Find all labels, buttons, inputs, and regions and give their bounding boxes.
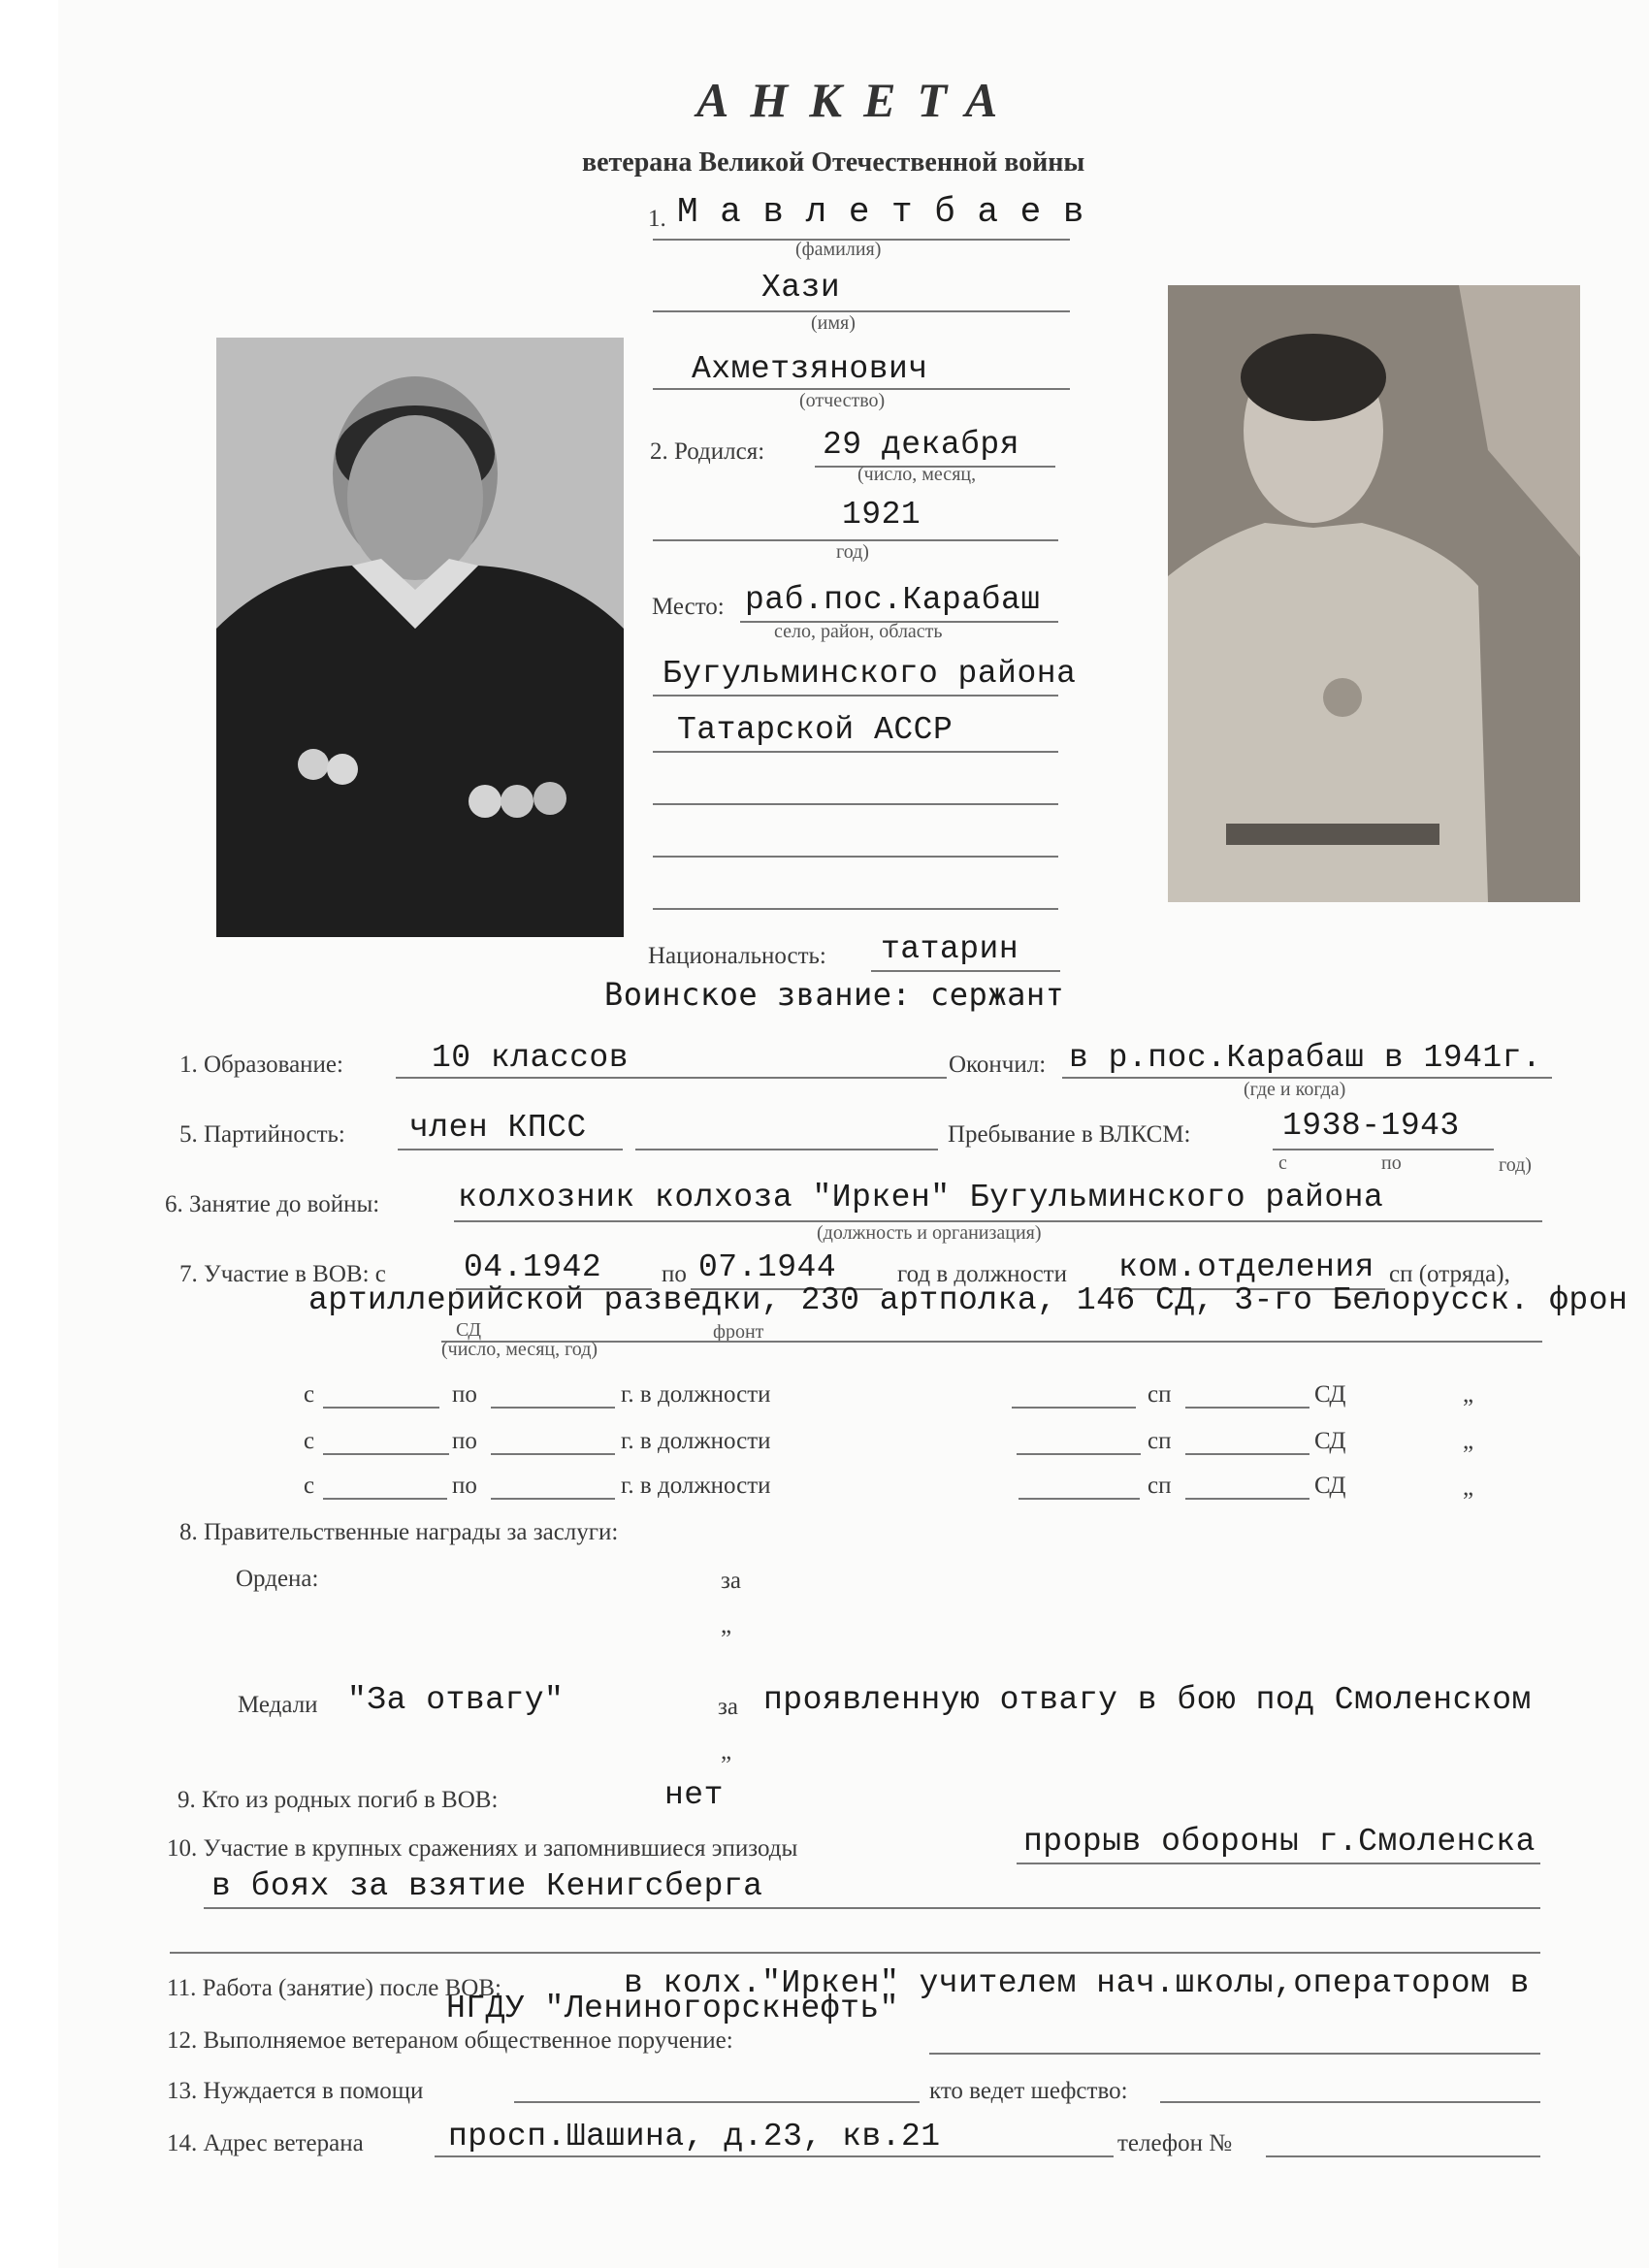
prewar-caption: (должность и организация) — [817, 1222, 1042, 1244]
finished-label: Окончил: — [949, 1052, 1047, 1078]
row-from-label: с — [304, 1473, 315, 1499]
orders-ditto: „ — [721, 1612, 732, 1638]
place-line3-value: Татарской АССР — [677, 712, 954, 748]
row-sp-label: сп — [1148, 1428, 1172, 1454]
row-position-label: г. в должности — [621, 1473, 771, 1499]
veteran-photo-elderly — [216, 338, 624, 937]
help-label: 13. Нуждается в помощи — [167, 2078, 424, 2104]
row-to-label: по — [452, 1381, 477, 1408]
military-rank: Воинское звание: сержант — [604, 976, 1065, 1013]
row-from-line — [323, 1498, 447, 1500]
row-from-line — [323, 1453, 449, 1455]
row-pos-line — [1017, 1453, 1141, 1455]
row-pos-line — [1018, 1498, 1140, 1500]
medal-reason: проявленную отвагу в бою под Смоленском — [763, 1682, 1532, 1718]
row-from-line — [323, 1407, 439, 1409]
row-position-label: г. в должности — [621, 1428, 771, 1454]
row-pos-line — [1012, 1407, 1136, 1409]
komsomol-caption-from: с — [1278, 1152, 1287, 1174]
row-sp-label: сп — [1148, 1473, 1172, 1499]
service-sd-caption: СД — [456, 1319, 481, 1341]
row-to-line — [491, 1498, 615, 1500]
address-label: 14. Адрес ветерана — [167, 2130, 364, 2156]
place-label: Место: — [652, 594, 725, 620]
medals-za: за — [718, 1694, 738, 1720]
battles-line-3 — [170, 1952, 1540, 1954]
education-value: 10 классов — [432, 1040, 630, 1076]
duty-line — [929, 2053, 1540, 2055]
born-date-caption: (число, месяц, — [857, 464, 977, 485]
blank-line-a — [653, 803, 1058, 805]
patronymic-value: Ахметзянович — [692, 351, 928, 387]
help-line — [514, 2101, 920, 2103]
row-sd-label: СД — [1314, 1381, 1346, 1408]
patronymic-caption: (отчество) — [799, 390, 886, 411]
prewar-label: 6. Занятие до войны: — [165, 1191, 380, 1217]
row-to-line — [491, 1407, 615, 1409]
relatives-label: 9. Кто из родных погиб в ВОВ: — [178, 1787, 499, 1813]
veteran-photo-young — [1168, 285, 1580, 902]
surname-value: М а в л е т б а е в — [677, 192, 1084, 232]
service-label: 7. Участие в ВОВ: с — [179, 1261, 386, 1287]
born-label: 2. Родился: — [650, 438, 765, 465]
service-position-value: ком.отделения — [1118, 1249, 1374, 1285]
row-sp-label: сп — [1148, 1381, 1172, 1408]
address-value: просп.Шашина, д.23, кв.21 — [448, 2119, 941, 2155]
row-to-label: по — [452, 1473, 477, 1499]
prewar-value: колхозник колхоза "Иркен" Бугульминского района — [458, 1180, 1384, 1215]
born-date-value: 29 декабря — [823, 427, 1020, 463]
row-sp-line — [1185, 1453, 1310, 1455]
finished-caption: (где и когда) — [1244, 1079, 1346, 1100]
row-sp-line — [1185, 1498, 1310, 1500]
blank-line-b — [653, 856, 1058, 858]
awards-label: 8. Правительственные награды за заслуги: — [179, 1519, 619, 1545]
postwar-label: 11. Работа (занятие) после ВОВ: — [167, 1975, 501, 2001]
patron-label: кто ведет шефство: — [929, 2078, 1128, 2104]
party-label: 5. Партийность: — [179, 1121, 345, 1148]
place-value: раб.пос.Карабаш — [745, 582, 1041, 618]
row-from-label: с — [304, 1381, 315, 1408]
nationality-label: Национальность: — [648, 943, 826, 969]
battles-line-2 — [204, 1907, 1540, 1909]
phone-line — [1266, 2155, 1540, 2157]
medals-ditto: „ — [721, 1738, 732, 1765]
row-sp-line — [1185, 1407, 1310, 1409]
postwar-value-2: НГДУ "Лениногорскнефть" — [446, 1991, 899, 2026]
service-unit-label: сп (отряда), — [1389, 1261, 1510, 1287]
address-line — [435, 2155, 1114, 2157]
battles-value-2: в боях за взятие Кенигсберга — [211, 1868, 763, 1904]
born-year-value: 1921 — [842, 497, 922, 533]
battles-value-1: прорыв обороны г.Смоленска — [1023, 1824, 1536, 1860]
field-number-1: 1. — [648, 206, 666, 232]
row-ditto: „ — [1463, 1474, 1474, 1501]
komsomol-value: 1938-1943 — [1282, 1108, 1460, 1144]
form-subtitle: ветерана Великой Отечественной войны — [582, 147, 1085, 178]
postwar-value-1: в колх."Иркен" учителем нач.школы,оператором в — [624, 1965, 1530, 2001]
row-to-label: по — [452, 1428, 477, 1454]
service-to-value: 07.1944 — [698, 1249, 837, 1285]
party-line-a — [398, 1149, 623, 1150]
nationality-value: татарин — [881, 931, 1019, 967]
komsomol-caption-to: по — [1381, 1152, 1402, 1174]
place-caption: село, район, область — [774, 621, 943, 642]
name-caption: (имя) — [811, 312, 856, 334]
service-date-caption: (число, месяц, год) — [441, 1339, 598, 1360]
place-line2 — [653, 695, 1058, 697]
service-unit-value: артиллерийской разведки, 230 артполка, 146 СД, 3-го Белорусск. фрон — [308, 1282, 1629, 1318]
place-line3 — [653, 751, 1058, 753]
place-line2-value: Бугульминского района — [663, 656, 1077, 692]
komsomol-line — [1273, 1149, 1494, 1150]
name-line — [653, 310, 1070, 312]
form-title: АНКЕТА — [696, 73, 1019, 127]
education-line — [396, 1077, 947, 1079]
blank-line-c — [653, 908, 1058, 910]
party-value: член КПСС — [409, 1110, 587, 1146]
education-label: 1. Образование: — [179, 1052, 343, 1078]
nationality-line — [871, 970, 1060, 972]
row-ditto: „ — [1463, 1428, 1474, 1454]
service-position-label: год в должности — [897, 1261, 1067, 1287]
komsomol-caption-year: год) — [1499, 1154, 1532, 1176]
born-year-caption: год) — [836, 541, 869, 563]
service-unit-line — [441, 1341, 1542, 1343]
row-position-label: г. в должности — [621, 1381, 771, 1408]
service-from-value: 04.1942 — [464, 1249, 602, 1285]
finished-value: в р.пос.Карабаш в 1941г. — [1069, 1040, 1542, 1076]
duty-label: 12. Выполняемое ветераном общественное поручение: — [167, 2027, 733, 2054]
medals-label: Медали — [238, 1692, 318, 1718]
battles-label: 10. Участие в крупных сражениях и запомнившиеся эпизоды — [167, 1835, 798, 1862]
surname-caption: (фамилия) — [795, 239, 882, 260]
medal-name: "За отвагу" — [347, 1682, 565, 1718]
orders-za: за — [721, 1568, 741, 1594]
row-sd-label: СД — [1314, 1428, 1346, 1454]
patron-line — [1160, 2101, 1540, 2103]
phone-label: телефон № — [1117, 2130, 1233, 2156]
battles-line-1 — [1017, 1863, 1540, 1864]
row-to-line — [491, 1453, 615, 1455]
name-value: Хази — [761, 270, 841, 306]
relatives-value: нет — [664, 1777, 724, 1813]
party-line-b — [635, 1149, 938, 1150]
service-to-label: по — [662, 1261, 687, 1287]
row-from-label: с — [304, 1428, 315, 1454]
row-ditto: „ — [1463, 1381, 1474, 1408]
orders-label: Ордена: — [236, 1566, 319, 1592]
row-sd-label: СД — [1314, 1473, 1346, 1499]
komsomol-label: Пребывание в ВЛКСМ: — [948, 1121, 1191, 1148]
service-front-caption: фронт — [713, 1321, 764, 1343]
